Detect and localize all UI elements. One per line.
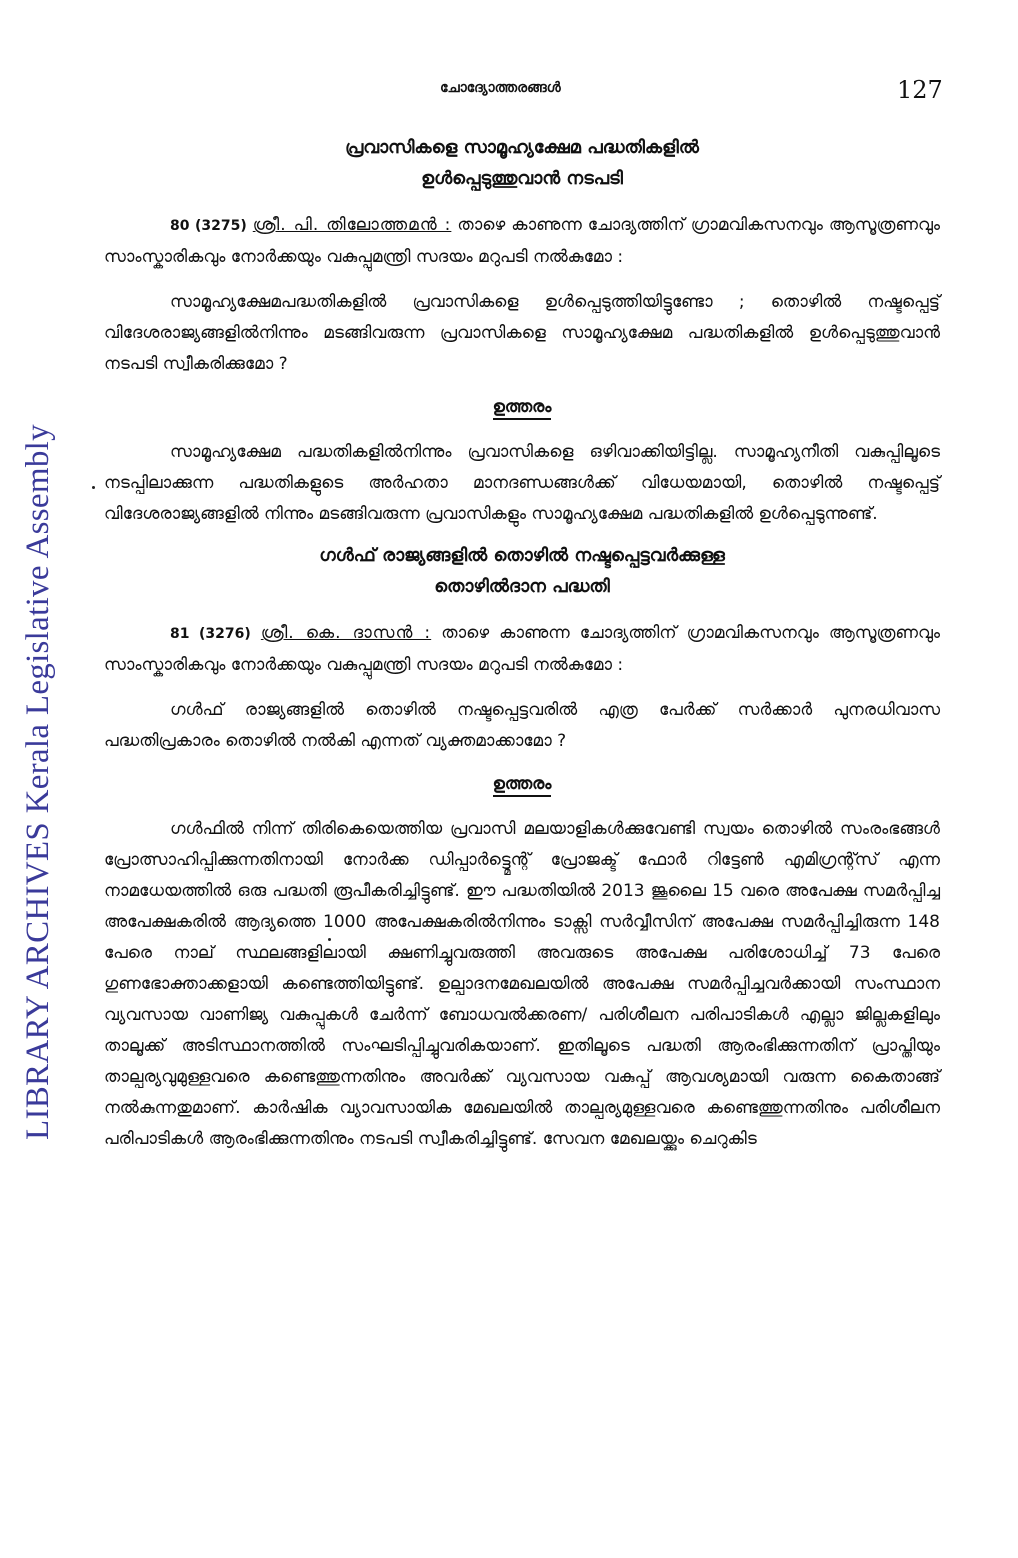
question-intro	[104, 618, 940, 681]
answer-label-text: ഉത്തരം	[493, 397, 552, 420]
question-intro	[104, 210, 940, 273]
answer-label	[104, 392, 940, 423]
heading-line: തൊഴിൽദാന പദ്ധതി	[434, 576, 610, 597]
page-number: 127	[897, 76, 943, 104]
answer-label-text: ഉത്തരം	[493, 774, 552, 797]
heading-line: ഗൾഫ് രാജ്യങ്ങളിൽ തൊഴിൽ നഷ്ടപ്പെട്ടവർക്കുള്ള	[319, 545, 725, 566]
member-name: ശ്രീ. പി. തിലോത്തമൻ :	[252, 215, 452, 235]
running-head: ചോദ്യോത്തരങ്ങൾ	[440, 80, 561, 96]
answer-text: സാമൂഹ്യക്ഷേമ പദ്ധതികളിൽനിന്നും പ്രവാസികളെ ഒഴിവാക്കിയിട്ടില്ല. സാമൂഹ്യനീതി വകുപ്പിലൂടെ നടപ്പിലാക്കുന്ന പദ്ധതികളുടെ അർഹതാ മാനദണ്ഡങ്ങൾക്ക് വിധേയമായി, തൊഴിൽ നഷ്ടപ്പെട്ട് വിദേശരാജ്യങ്ങളിൽ നിന്നും മടങ്ങിവരുന്ന പ്രവാസികളും സാമൂഹ്യക്ഷേമ പദ്ധതികളിൽ ഉൾപ്പെടുന്നുണ്ട്.	[104, 442, 940, 524]
heading-line: ഉൾപ്പെടുത്തുവാൻ നടപടി	[421, 168, 623, 189]
answer-label	[104, 769, 940, 800]
scan-speck	[92, 486, 95, 489]
question-section	[104, 132, 940, 530]
question-text: ഗൾഫ് രാജ്യങ്ങളിൽ തൊഴിൽ നഷ്ടപ്പെട്ടവരിൽ എത്ര പേർക്ക് സർക്കാർ പുനരധിവാസ പദ്ധതിപ്രകാരം തൊഴിൽ നൽകി എന്നത് വ്യക്തമാക്കാമോ ?	[104, 700, 940, 751]
document-body	[104, 132, 940, 1155]
question-intro-text: താഴെ കാണുന്ന ചോദ്യത്തിന് ഗ്രാമവികസനവും ആസൂത്രണവും സാംസ്കാരികവും നോർക്കയും വകുപ്പുമന്ത്രി സദയം മറുപടി നൽകുമോ :	[104, 623, 941, 675]
question-intro-text: താഴെ കാണുന്ന ചോദ്യത്തിന് ഗ്രാമവികസനവും ആസൂത്രണവും സാംസ്കാരികവും നോർക്കയും വകുപ്പുമന്ത്രി സദയം മറുപടി നൽകുമോ :	[104, 215, 941, 267]
question-number: 80 (3275)	[170, 218, 247, 234]
question-number: 81 (3276)	[170, 626, 251, 642]
heading-line: പ്രവാസികളെ സാമൂഹ്യക്ഷേമ പദ്ധതികളിൽ	[345, 137, 699, 158]
answer-text: ഗൾഫിൽ നിന്ന് തിരികെയെത്തിയ പ്രവാസി മലയാളികൾക്കുവേണ്ടി സ്വയം തൊഴിൽ സംരംഭങ്ങൾ പ്രോത്സാഹിപ്പിക്കുന്നതിനായി നോർക്ക ഡിപ്പാർട്ട്മെന്റ് പ്രോജക്ട് ഫോർ റിട്ടേൺ എമിഗ്രന്റ്സ് എന്ന നാമധേയത്തിൽ ഒരു പദ്ധതി രൂപീകരിച്ചിട്ടുണ്ട്. ഈ പദ്ധതിയിൽ 2013 ജൂലൈ 15 വരെ അപേക്ഷ സമർപ്പിച്ച അപേക്ഷകരിൽ ആദ്യത്തെ 1000 അപേക്ഷകരിൽനിന്നും ടാക്സി സർവ്വീസിന് അപേക്ഷ സമർപ്പിച്ചിരുന്ന 148 പേരെ നാല് സ്ഥലങ്ങളിലായി ക്ഷണിച്ചുവരുത്തി അവരുടെ അപേക്ഷ പരിശോധിച്ച് 73 പേരെ ഗുണഭോക്താക്കളായി കണ്ടെത്തിയിട്ടുണ്ട്. ഉല്പാദനമേഖലയിൽ അപേക്ഷ സമർപ്പിച്ചവർക്കായി സംസ്ഥാന വ്യവസായ വാണിജ്യ വകുപ്പുകൾ ചേർന്ന് ബോധവൽക്കരണ/ പരിശീലന പരിപാടികൾ എല്ലാ ജില്ലകളിലും താലൂക്ക് അടിസ്ഥാനത്തിൽ സംഘടിപ്പിച്ചുവരികയാണ്. ഇതിലൂടെ പദ്ധതി ആരംഭിക്കുന്നതിന് പ്രാപ്തിയും താല്പര്യവുമുള്ളവരെ കണ്ടെത്തുന്നതിനും അവർക്ക് വ്യവസായ വകുപ്പ് ആവശ്യമായി വരുന്ന കൈതാങ്ങ് നൽകുന്നതുമാണ്. കാർഷിക വ്യാവസായിക മേഖലയിൽ താല്പര്യമുള്ളവരെ കണ്ടെത്തുന്നതിനും പരിശീലന പരിപാടികൾ ആരംഭിക്കുന്നതിനും നടപടി സ്വീകരിച്ചിട്ടുണ്ട്. സേവന മേഖലയ്ക്കും ചെറുകിട	[104, 819, 940, 1149]
archive-watermark: LIBRARY ARCHIVES Kerala Legislative Assembly	[20, 424, 56, 1140]
question-text: സാമൂഹ്യക്ഷേമപദ്ധതികളിൽ പ്രവാസികളെ ഉൾപ്പെടുത്തിയിട്ടുണ്ടോ ; തൊഴിൽ നഷ്ടപ്പെട്ട് വിദേശരാജ്യങ്ങളിൽനിന്നും മടങ്ങിവരുന്ന പ്രവാസികളെ സാമൂഹ്യക്ഷേമ പദ്ധതികളിൽ ഉൾപ്പെടുത്തുവാൻ നടപടി സ്വീകരിക്കുമോ ?	[104, 292, 940, 374]
section-heading	[104, 540, 940, 602]
member-name: ശ്രീ. കെ. ദാസൻ :	[260, 623, 432, 643]
question-section	[104, 540, 940, 1155]
section-heading	[104, 132, 940, 194]
